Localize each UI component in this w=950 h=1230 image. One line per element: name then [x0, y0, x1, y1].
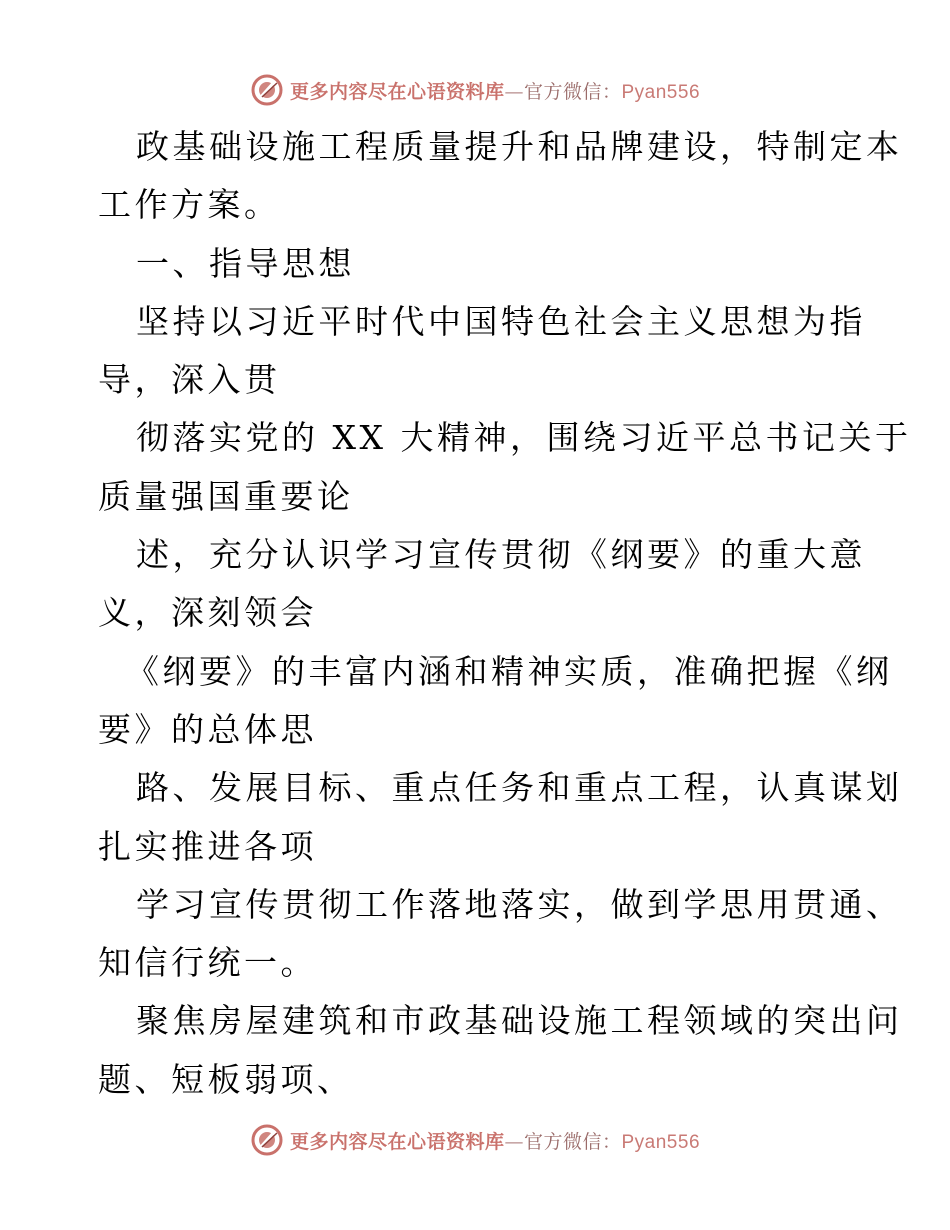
text-line: 扎实推进各项	[98, 826, 317, 866]
document-body	[98, 118, 912, 1109]
header-watermark	[0, 70, 950, 110]
text-line: 《纲要》的丰富内涵和精神实质，准确把握《纲	[126, 651, 893, 691]
text-line: 学习宣传贯彻工作落地落实，做到学思用贯通、	[136, 884, 903, 924]
text-line: 路、发展目标、重点任务和重点工程，认真谋划	[136, 768, 903, 808]
text-line: 彻落实党的 XX 大精神，围绕习近平总书记关于	[136, 418, 912, 458]
text-line: 知信行统一。	[98, 943, 317, 983]
brand-logo-icon	[250, 73, 284, 107]
text-line: 导，深入贯	[98, 360, 281, 400]
section-heading: 一、指导思想	[136, 243, 355, 283]
text-line: 聚焦房屋建筑和市政基础设施工程领域的突出问	[136, 1001, 903, 1041]
watermark-text: 更多内容尽在心语资料库—官方微信：Pyan556	[289, 1130, 701, 1153]
footer-watermark	[0, 1120, 950, 1160]
text-line: 政基础设施工程质量提升和品牌建设，特制定本	[136, 127, 903, 166]
text-line: 义，深刻领会	[98, 593, 317, 633]
text-line: 坚持以习近平时代中国特色社会主义思想为指	[136, 301, 866, 341]
text-line: 题、短板弱项、	[98, 1059, 354, 1099]
text-line: 要》的总体思	[98, 709, 317, 749]
text-line: 质量强国重要论	[98, 476, 354, 516]
text-line: 述，充分认识学习宣传贯彻《纲要》的重大意	[136, 535, 866, 575]
text-line: 工作方案。	[98, 185, 281, 225]
watermark-text: 更多内容尽在心语资料库—官方微信：Pyan556	[289, 80, 701, 103]
brand-logo-icon	[250, 1123, 284, 1157]
